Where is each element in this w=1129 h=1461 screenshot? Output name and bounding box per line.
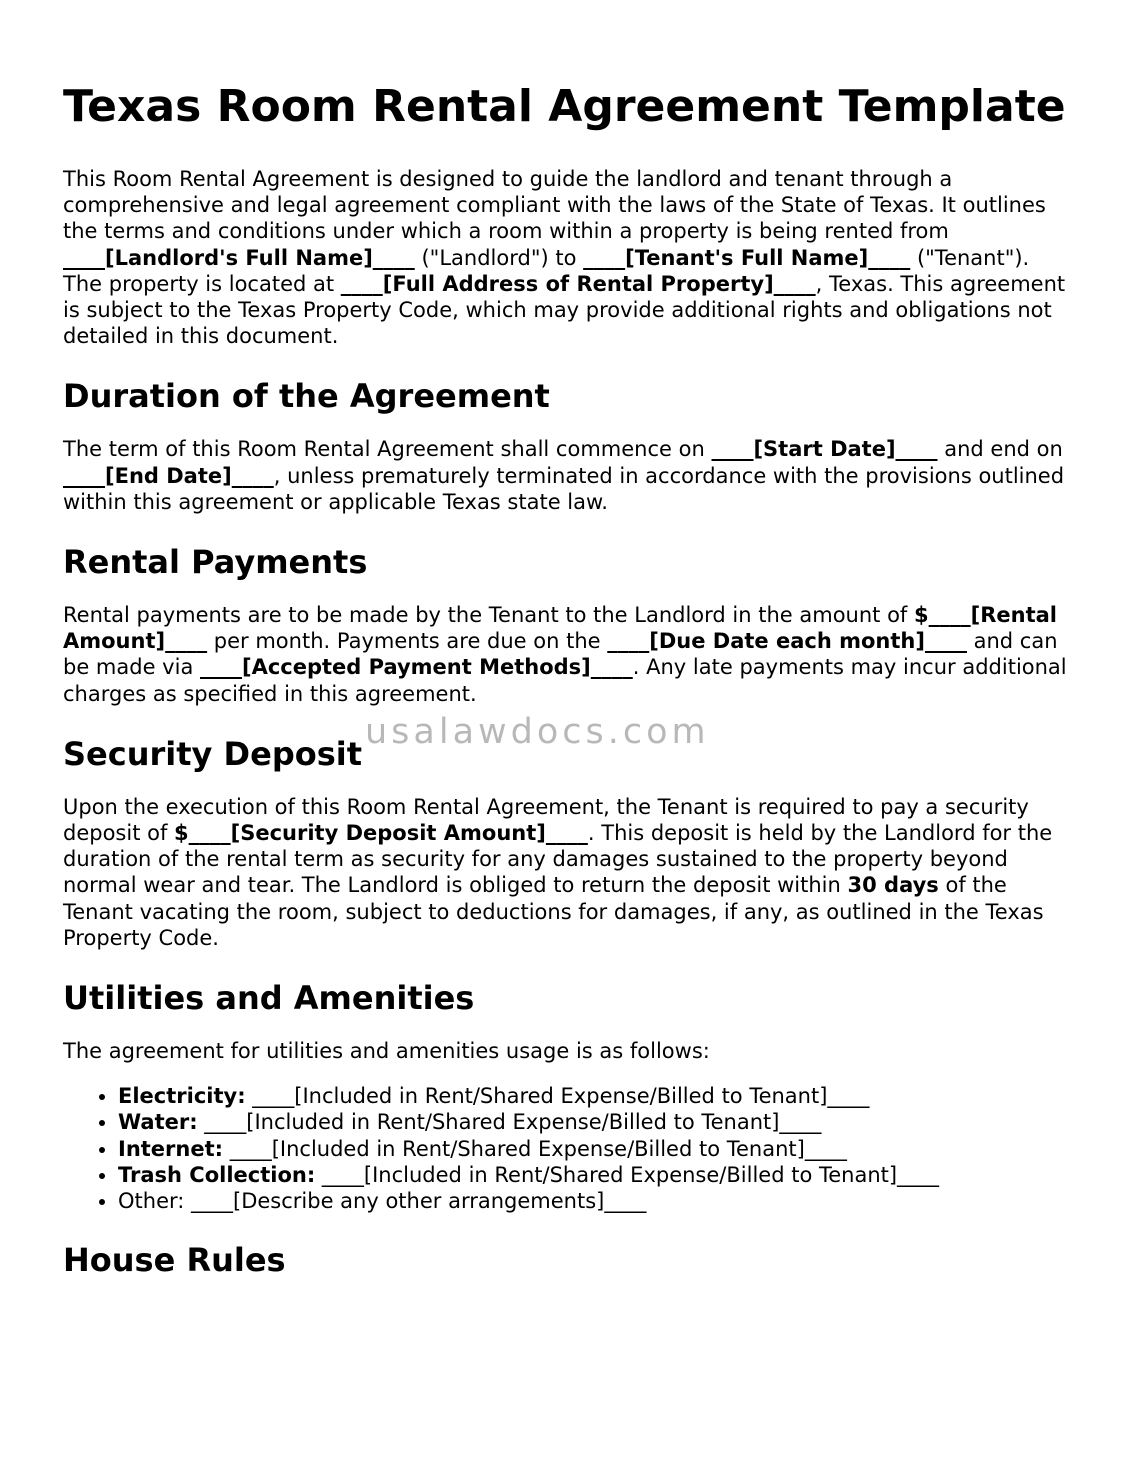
- utilities-list: [63, 1083, 1067, 1214]
- document-title: Texas Room Rental Agreement Template: [63, 81, 1066, 132]
- deposit-amount-placeholder: $____[Security Deposit Amount]____: [174, 821, 588, 846]
- intro-paragraph: This Room Rental Agreement is designed to guide the landlord and tenant through a comprehensive and legal agreement compliant with the laws of the State of Texas. It outlines the terms and conditions under which a room within a property is being rented from ____[Landlord's Full Name]____ ("Landlord") to ____[Tenant's Full Name]____ ("Tenant"). The property is located at ____[Full Address of Rental Property]____, Texas. This agreement is subject to the Texas Property Code, which may provide additional rights and obligations not detailed in this document.: [63, 167, 1066, 349]
- payment-methods-placeholder: ____[Accepted Payment Methods]____: [199, 655, 633, 680]
- house-rules-heading: House Rules: [63, 1241, 286, 1280]
- deposit-return-days: 30 days: [847, 873, 939, 898]
- rental-amount-placeholder: $____[Rental Amount]____: [63, 603, 1057, 654]
- list-item-water: • Water: ____[Included in Rent/Shared Expense/Billed to Tenant]____: [118, 1109, 1067, 1135]
- end-date-placeholder: ____[End Date]____: [63, 463, 274, 488]
- payments-heading: Rental Payments: [63, 543, 368, 582]
- utilities-intro: The agreement for utilities and amenities usage is as follows:: [63, 1039, 710, 1064]
- deposit-paragraph: Upon the execution of this Room Rental Agreement, the Tenant is required to pay a security deposit of $____[Security Deposit Amount]____. This deposit is held by the Landlord for the duration of the rental term as security for any damages sustained to the property beyond normal wear and tear. The Landlord is obliged to return the deposit within 30 days of the Tenant vacating the room, subject to deductions for damages, if any, as outlined in the Texas Property Code.: [63, 794, 1053, 950]
- duration-heading: Duration of the Agreement: [63, 377, 550, 416]
- tenant-name-placeholder: ____[Tenant's Full Name]____: [583, 245, 911, 270]
- due-date-placeholder: ____[Due Date each month]____: [607, 629, 967, 654]
- list-item-trash: • Trash Collection: ____[Included in Rent/Shared Expense/Billed to Tenant]____: [118, 1162, 1067, 1188]
- list-item-internet: • Internet: ____[Included in Rent/Shared Expense/Billed to Tenant]____: [118, 1136, 1067, 1162]
- list-item-electricity: • Electricity: ____[Included in Rent/Shared Expense/Billed to Tenant]____: [118, 1083, 1067, 1109]
- document-page: [63, 80, 1067, 1300]
- payments-paragraph: Rental payments are to be made by the Tenant to the Landlord in the amount of $____[Rental Amount]____ per month. Payments are due on the ____[Due Date each month]____ and can be made via ____[Accepted Payment Methods]____. Any late payments may incur additional charges as specified in this agreement.: [63, 603, 1067, 706]
- landlord-name-placeholder: ____[Landlord's Full Name]____: [63, 245, 415, 270]
- deposit-heading: Security Deposit: [63, 734, 363, 773]
- watermark: usalawdocs.com: [365, 712, 710, 752]
- utilities-heading: Utilities and Amenities: [63, 979, 475, 1018]
- duration-paragraph: The term of this Room Rental Agreement shall commence on ____[Start Date]____ and end on ____[End Date]____, unless prematurely terminated in accordance with the provisions outlined within this agreement or applicable Texas state law.: [63, 437, 1065, 514]
- list-item-other: • Other: ____[Describe any other arrangements]____: [118, 1188, 1067, 1214]
- address-placeholder: ____[Full Address of Rental Property]____: [340, 271, 816, 296]
- start-date-placeholder: ____[Start Date]____: [711, 437, 938, 462]
